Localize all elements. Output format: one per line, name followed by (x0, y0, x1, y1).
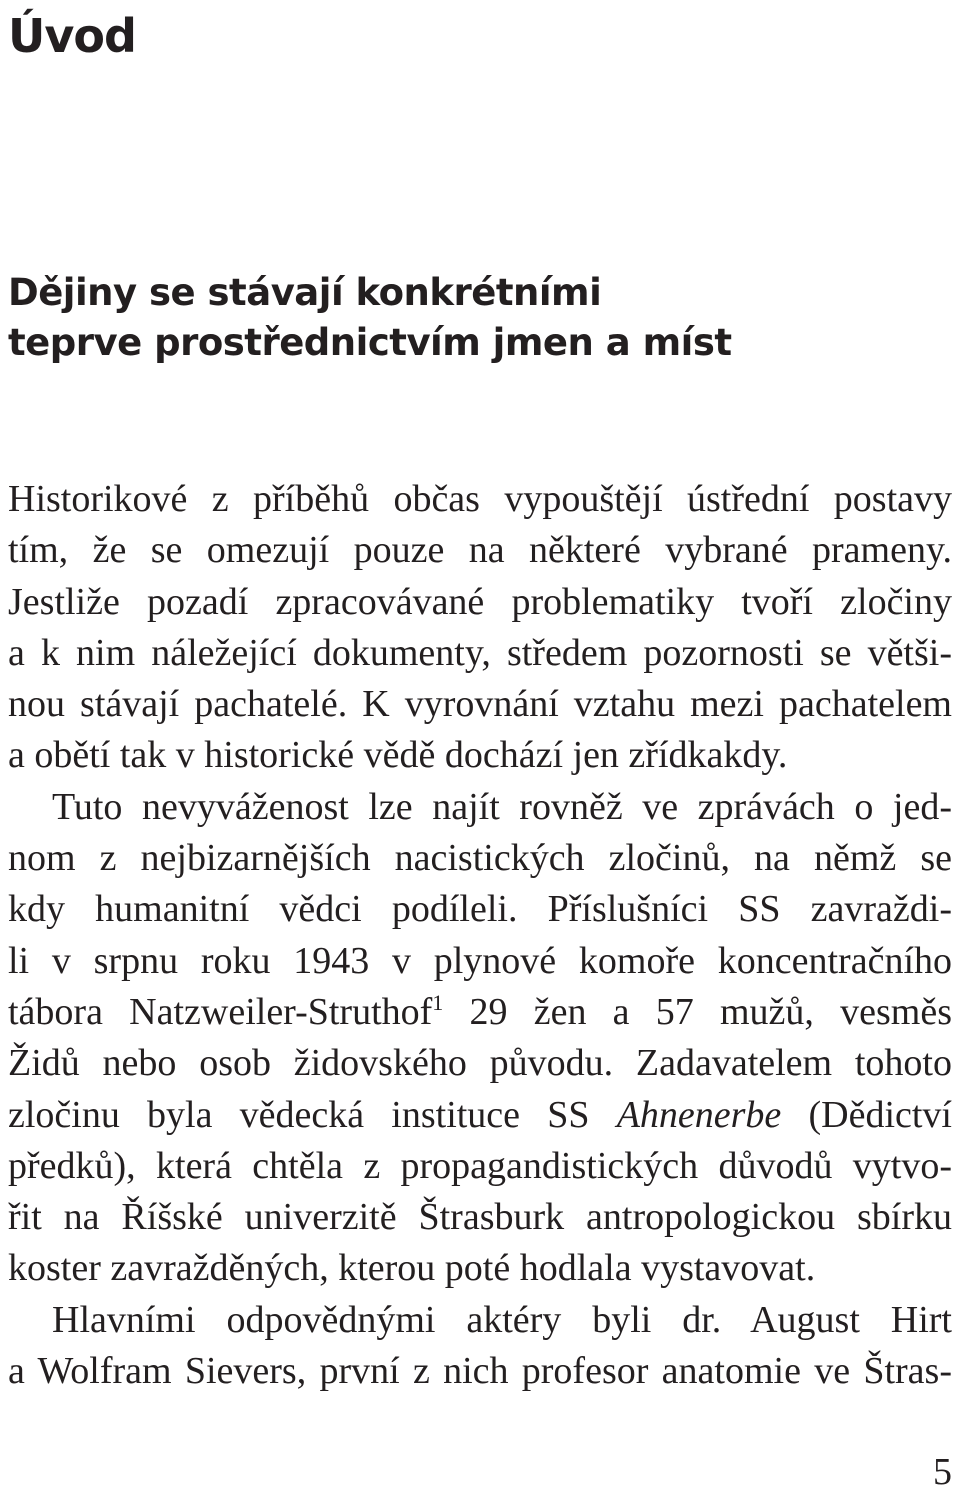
section-title (8, 268, 938, 368)
footnote-mark: 1 (432, 989, 444, 1015)
text-line: nou stávají pachatelé. K vyrovnání vztahu mezi pachatelem (8, 683, 952, 726)
section-title-line: Dějiny se stávají konkrétními (8, 271, 602, 314)
text-line: a k nim náležející dokumenty, středem pozornosti se větši- (8, 631, 952, 674)
text-line: tím, že se omezují pouze na některé vybrané prameny. (8, 529, 952, 572)
text-segment: zločinu byla vědecká instituce SS (8, 1093, 617, 1136)
text-line: Hlavními odpovědnými aktéry byli dr. August Hirt (52, 1298, 952, 1341)
text-line: a obětí tak v historické vědě dochází jen zřídkakdy. (8, 734, 788, 777)
text-segment: 29 žen a 57 mužů, vesměs (443, 990, 952, 1033)
text-line: kdy humanitní vědci podíleli. Příslušníci SS zavraždi- (8, 888, 952, 931)
text-segment: tábora Natzweiler-Struthof (8, 990, 433, 1033)
text-line: řit na Říšské univerzitě Štrasburk antropologickou sbírku (8, 1196, 952, 1239)
text-line: nom z nejbizarnějších nacistických zločinů, na němž se (8, 837, 952, 880)
text-line: li v srpnu roku 1943 v plynové komoře koncentračního (8, 939, 952, 982)
italic-term: Ahnenerbe (616, 1093, 782, 1136)
text-segment: (Dědictví (781, 1093, 952, 1136)
text-line: Historikové z příběhů občas vypouštějí ústřední postavy (8, 478, 952, 520)
text-line: Tuto nevyváženost lze najít rovněž ve zprávách o jed- (52, 785, 952, 828)
text-line (8, 1090, 952, 1141)
text-line: Jestliže pozadí zpracovávané problematiky tvoří zločiny (8, 580, 952, 623)
text-line: předků), která chtěla z propagandistických důvodů vytvo- (8, 1144, 952, 1187)
text-line: koster zavražděných, kterou poté hodlala vystavovat. (8, 1247, 816, 1290)
text-line (8, 987, 952, 1038)
section-title-line: teprve prostřednictvím jmen a míst (8, 321, 732, 364)
chapter-title: Úvod (8, 9, 136, 63)
body-text (8, 474, 952, 1397)
text-line: Židů nebo osob židovského původu. Zadavatelem tohoto (8, 1042, 952, 1085)
text-line: a Wolfram Sievers, první z nich profesor anatomie ve Štras- (8, 1350, 952, 1393)
page-number: 5 (933, 1451, 952, 1493)
